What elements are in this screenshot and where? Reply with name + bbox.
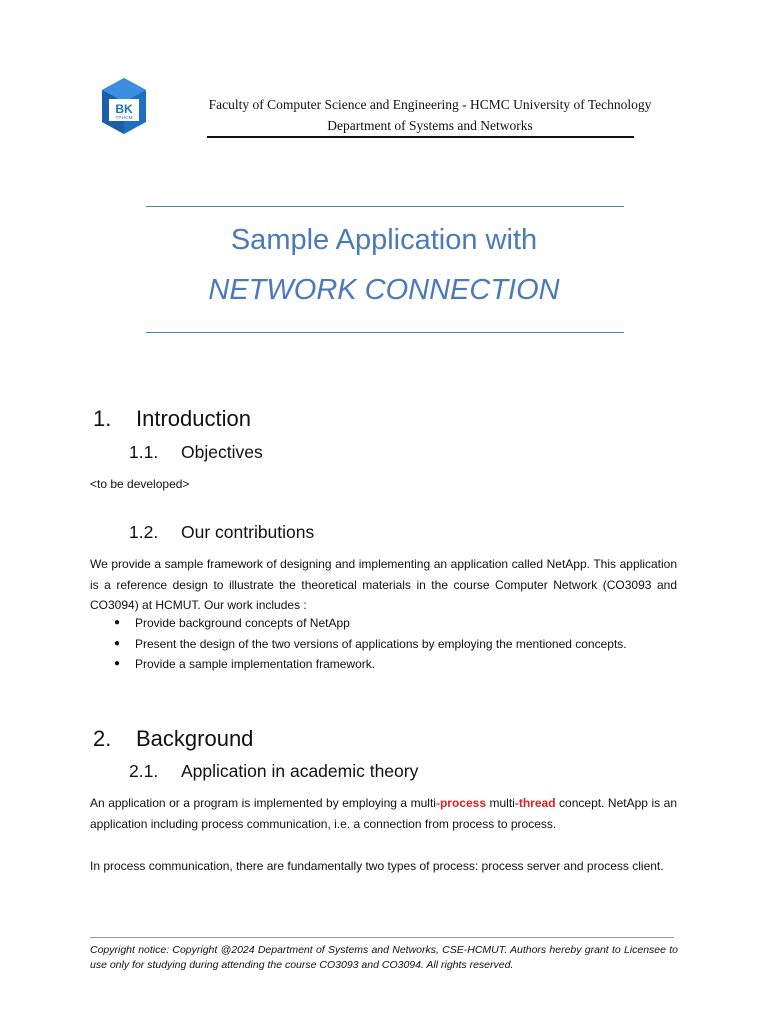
academic-theory-paragraph-2: In process communication, there are fundamentally two types of process: process server and process client. — [90, 859, 664, 873]
bullet-icon: ● — [114, 617, 121, 628]
subsection-title: Objectives — [181, 442, 263, 462]
subsection-title: Our contributions — [181, 522, 315, 542]
highlight-process: process — [439, 796, 486, 810]
objectives-placeholder-text: <to be developed> — [90, 477, 190, 491]
footer-divider — [90, 937, 674, 938]
subsection-title: Application in academic theory — [181, 761, 419, 781]
logo-sub-text: TP.HCM — [115, 115, 133, 120]
list-item — [90, 634, 690, 655]
section-heading-introduction — [93, 406, 251, 432]
list-item — [90, 613, 690, 634]
section-number: 1. — [93, 406, 112, 431]
subsection-number: 2.1. — [129, 761, 159, 781]
list-item-text: Provide a sample implementation framework. — [135, 657, 376, 671]
document-title-line1: Sample Application with — [230, 224, 538, 256]
header-faculty-line: Faculty of Computer Science and Engineering - HCMC University of Technology — [208, 97, 652, 112]
section-title: Introduction — [136, 406, 251, 431]
header-department-line: Department of Systems and Networks — [327, 118, 533, 133]
section-title: Background — [136, 726, 254, 751]
bullet-icon: ● — [114, 637, 121, 649]
title-bottom-divider — [146, 332, 624, 333]
document-title-line2: NETWORK CONNECTION — [208, 274, 560, 306]
university-logo — [96, 77, 152, 135]
list-item — [90, 654, 690, 675]
copyright-notice: Copyright notice: Copyright @2024 Department of Systems and Networks, CSE-HCMUT. Authors hereby grant to Licensee to use only for studying during attending the course CO3093 and CO3094. All rights reserved. — [90, 944, 678, 971]
highlight-thread: thread — [518, 796, 556, 810]
contributions-paragraph: We provide a sample framework of designing and implementing an application called NetApp. This application is a reference design to illustrate the theoretical materials in the course Computer Network (CO3093 and CO3094) at HCMUT. Our work includes : — [90, 557, 677, 612]
paragraph-text: An application or a program is implemented by employing a multi- — [90, 796, 440, 810]
contributions-bullet-list — [90, 613, 690, 675]
subsection-heading-contributions — [129, 522, 314, 543]
subsection-number: 1.1. — [129, 442, 159, 462]
paragraph-text: concept. NetApp is an application including process communication, i.e. a connection from process to process. — [90, 796, 678, 831]
section-heading-background — [93, 726, 253, 752]
list-item-text: Provide background concepts of NetApp — [135, 616, 350, 630]
section-number: 2. — [93, 726, 112, 751]
logo-main-text: BK — [115, 102, 133, 116]
subsection-number: 1.2. — [129, 522, 159, 542]
academic-theory-paragraph-1 — [90, 793, 677, 834]
list-item-text: Present the design of the two versions of applications by employing the mentioned concepts. — [135, 636, 627, 651]
header-divider — [207, 136, 634, 138]
subsection-heading-academic-theory — [129, 761, 418, 782]
subsection-heading-objectives — [129, 442, 263, 463]
title-top-divider — [146, 206, 624, 207]
paragraph-text: multi- — [486, 796, 519, 810]
bullet-icon: ● — [114, 658, 121, 669]
